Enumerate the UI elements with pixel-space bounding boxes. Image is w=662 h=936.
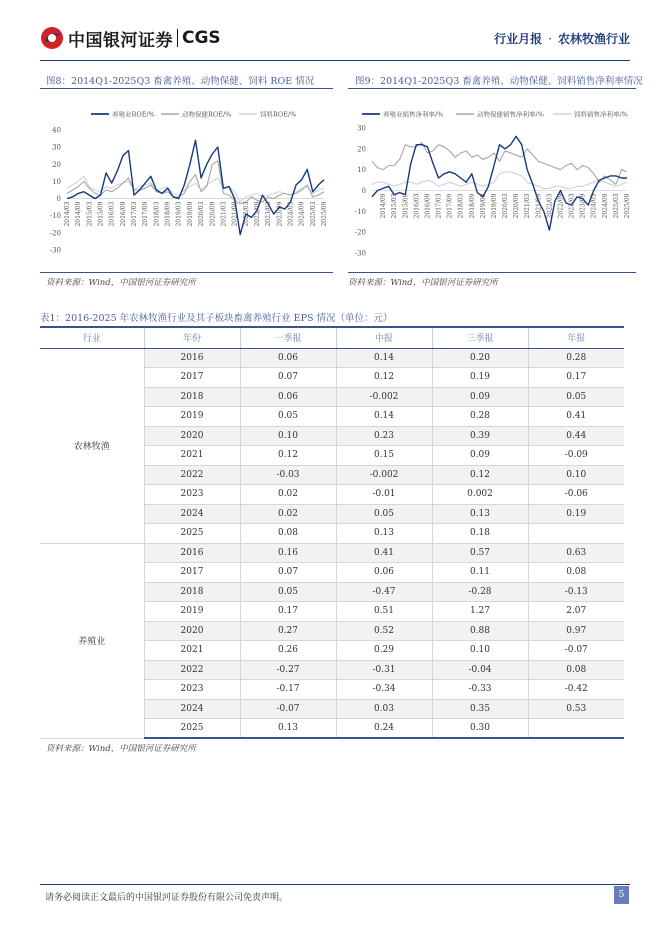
annual-eps-cell: -0.42	[528, 680, 624, 700]
interim-eps-cell: 0.51	[336, 602, 432, 622]
interim-eps-cell: 0.06	[336, 563, 432, 583]
legend-label: 饲料销售净利率/%	[574, 110, 628, 119]
q1-eps-cell: 0.13	[240, 719, 336, 739]
legend-label: 饲料ROE/%	[260, 110, 297, 119]
x-tick-label: 2021/03	[220, 201, 228, 227]
q3-eps-cell: 0.30	[432, 719, 528, 739]
figure-8-bottom-rule	[40, 272, 333, 273]
cgs-logo-icon	[40, 26, 64, 50]
q3-eps-cell: 0.09	[432, 387, 528, 407]
y-tick-label: 0	[361, 187, 366, 195]
figure-9-margin-chart	[348, 90, 636, 272]
annual-eps-cell: -0.13	[528, 582, 624, 602]
year-cell: 2021	[144, 641, 240, 661]
q3-eps-cell: 0.09	[432, 446, 528, 466]
x-tick-label: 2022/09	[253, 201, 261, 227]
x-tick-label: 2018/03	[153, 201, 161, 227]
page-number: 5	[614, 886, 629, 904]
x-tick-label: 2016/09	[119, 201, 127, 227]
year-cell: 2025	[144, 524, 240, 544]
q3-eps-cell: 0.11	[432, 563, 528, 583]
y-tick-label: -10	[49, 212, 61, 221]
annual-eps-cell: 2.07	[528, 602, 624, 622]
interim-eps-cell: 0.52	[336, 621, 432, 641]
interim-eps-cell: 0.13	[336, 524, 432, 544]
q3-eps-cell: -0.33	[432, 680, 528, 700]
annual-eps-cell: -0.06	[528, 485, 624, 505]
brand-name-en: CGS	[182, 28, 221, 48]
x-tick-label: 2015/03	[391, 193, 399, 219]
q3-eps-cell: 0.002	[432, 485, 528, 505]
x-tick-label: 2018/03	[457, 193, 465, 219]
table-1-source: 资料来源：Wind，中国银河证券研究所	[46, 744, 196, 754]
q3-eps-cell: 0.57	[432, 543, 528, 563]
industry-group-cell: 农林牧渔	[40, 348, 144, 543]
year-cell: 2024	[144, 699, 240, 719]
q3-eps-cell: 1.27	[432, 602, 528, 622]
table-row	[40, 543, 624, 563]
annual-eps-cell: 0.08	[528, 563, 624, 583]
industry-name: 农林牧渔行业	[557, 32, 630, 46]
legend-label: 动物保健ROE/%	[182, 110, 232, 119]
x-tick-label: 2017/09	[142, 201, 150, 227]
interim-eps-cell: -0.01	[336, 485, 432, 505]
year-cell: 2020	[144, 621, 240, 641]
table-header-row	[40, 327, 624, 348]
eps-table	[40, 326, 624, 739]
col-header-annual: 年报	[528, 327, 624, 348]
x-tick-label: 2024/03	[287, 201, 295, 227]
col-header-q3: 三季报	[432, 327, 528, 348]
x-tick-label: 2018/09	[468, 193, 476, 219]
figure-8-source: 资料来源：Wind，中国银河证券研究所	[46, 278, 196, 288]
interim-eps-cell: 0.03	[336, 699, 432, 719]
q3-eps-cell: 0.10	[432, 641, 528, 661]
annual-eps-cell: 0.05	[528, 387, 624, 407]
x-tick-label: 2019/03	[175, 201, 183, 227]
q3-eps-cell: -0.28	[432, 582, 528, 602]
figure-9-source: 资料来源：Wind，中国银河证券研究所	[348, 278, 498, 288]
figure-8-roe-chart	[40, 90, 333, 272]
annual-eps-cell: 0.10	[528, 465, 624, 485]
q1-eps-cell: 0.02	[240, 485, 336, 505]
series-line-3	[67, 176, 324, 202]
footer-disclaimer: 请务必阅读正文最后的中国银河证券股份有限公司免责声明。	[45, 893, 289, 903]
figure-8-top-rule	[40, 88, 333, 89]
x-tick-label: 2015/09	[97, 201, 105, 227]
x-tick-label: 2014/03	[64, 201, 71, 227]
interim-eps-cell: 0.23	[336, 426, 432, 446]
x-tick-label: 2020/03	[502, 193, 510, 219]
interim-eps-cell: -0.34	[336, 680, 432, 700]
q1-eps-cell: 0.27	[240, 621, 336, 641]
q1-eps-cell: 0.06	[240, 387, 336, 407]
x-tick-label: 2020/09	[513, 193, 521, 219]
x-tick-label: 2025/09	[624, 193, 631, 219]
annual-eps-cell: 0.41	[528, 407, 624, 427]
figure-9-title: 图9：2014Q1-2025Q3 畜禽养殖、动物保健、饲料销售净利率情况	[355, 76, 643, 87]
annual-eps-cell: 0.17	[528, 368, 624, 388]
year-cell: 2022	[144, 660, 240, 680]
year-cell: 2021	[144, 446, 240, 466]
x-tick-label: 2020/03	[198, 201, 206, 227]
q1-eps-cell: 0.07	[240, 368, 336, 388]
year-cell: 2022	[144, 465, 240, 485]
q1-eps-cell: 0.10	[240, 426, 336, 446]
annual-eps-cell: 0.53	[528, 699, 624, 719]
q1-eps-cell: 0.08	[240, 524, 336, 544]
x-tick-label: 2021/03	[524, 193, 532, 219]
q1-eps-cell: 0.26	[240, 641, 336, 661]
x-tick-label: 2025/03	[309, 201, 317, 227]
y-tick-label: -20	[49, 229, 61, 238]
x-tick-label: 2024/09	[601, 193, 609, 219]
industry-group-cell: 养殖业	[40, 543, 144, 738]
year-cell: 2024	[144, 504, 240, 524]
q1-eps-cell: 0.17	[240, 602, 336, 622]
q3-eps-cell: 0.35	[432, 699, 528, 719]
x-tick-label: 2018/09	[164, 201, 172, 227]
col-header-q1: 一季报	[240, 327, 336, 348]
x-tick-label: 2014/09	[75, 201, 83, 227]
interim-eps-cell: 0.29	[336, 641, 432, 661]
year-cell: 2017	[144, 368, 240, 388]
annual-eps-cell: 0.28	[528, 348, 624, 368]
q3-eps-cell: -0.04	[432, 660, 528, 680]
y-tick-label: 40	[52, 126, 61, 135]
y-tick-label: -10	[354, 207, 366, 216]
y-tick-label: -30	[49, 246, 61, 255]
x-tick-label: 2022/03	[242, 201, 250, 227]
x-tick-label: 2023/09	[579, 193, 587, 219]
interim-eps-cell: 0.24	[336, 719, 432, 739]
annual-eps-cell	[528, 719, 624, 739]
x-tick-label: 2019/03	[479, 193, 487, 219]
header-separator: ·	[548, 32, 552, 46]
x-tick-label: 2021/09	[231, 201, 239, 227]
series-line-2	[67, 161, 324, 204]
x-tick-label: 2025/03	[612, 193, 620, 219]
interim-eps-cell: -0.002	[336, 387, 432, 407]
y-tick-label: 20	[52, 160, 61, 169]
q1-eps-cell: -0.17	[240, 680, 336, 700]
legend-label: 动物保健销售净利率/%	[477, 110, 544, 119]
annual-eps-cell: 0.63	[528, 543, 624, 563]
x-tick-label: 2017/03	[131, 201, 139, 227]
footer-rule	[40, 884, 630, 885]
table-row	[40, 348, 624, 368]
interim-eps-cell: 0.14	[336, 407, 432, 427]
x-tick-label: 2016/09	[424, 193, 432, 219]
x-tick-label: 2023/09	[276, 201, 284, 227]
legend-label: 养殖业销售净利率/%	[383, 110, 444, 119]
annual-eps-cell: -0.09	[528, 446, 624, 466]
year-cell: 2018	[144, 387, 240, 407]
y-tick-label: 0	[56, 195, 61, 204]
x-tick-label: 2023/03	[568, 193, 576, 219]
q1-eps-cell: 0.02	[240, 504, 336, 524]
table-1-title: 表1：2016-2025 年农林牧渔行业及其子板块畜禽养殖行业 EPS 情况（单位：元）	[40, 313, 393, 324]
brand-name-cn: 中国银河证券	[68, 30, 173, 51]
year-cell: 2017	[144, 563, 240, 583]
year-cell: 2018	[144, 582, 240, 602]
q1-eps-cell: 0.05	[240, 407, 336, 427]
x-tick-label: 2022/09	[557, 193, 565, 219]
report-header	[494, 30, 630, 47]
x-tick-label: 2022/03	[546, 193, 554, 219]
q1-eps-cell: 0.07	[240, 563, 336, 583]
q3-eps-cell: 0.18	[432, 524, 528, 544]
interim-eps-cell: 0.41	[336, 543, 432, 563]
q1-eps-cell: 0.12	[240, 446, 336, 466]
x-tick-label: 2024/03	[590, 193, 598, 219]
year-cell: 2023	[144, 485, 240, 505]
year-cell: 2023	[144, 680, 240, 700]
brand-divider	[177, 29, 178, 47]
annual-eps-cell: 0.97	[528, 621, 624, 641]
y-tick-label: 30	[357, 124, 366, 133]
q1-eps-cell: -0.03	[240, 465, 336, 485]
q3-eps-cell: 0.20	[432, 348, 528, 368]
x-tick-label: 2017/03	[435, 193, 443, 219]
x-tick-label: 2016/03	[413, 193, 421, 219]
col-header-industry: 行业	[40, 327, 144, 348]
q1-eps-cell: -0.27	[240, 660, 336, 680]
interim-eps-cell: 0.15	[336, 446, 432, 466]
q1-eps-cell: -0.07	[240, 699, 336, 719]
q1-eps-cell: 0.16	[240, 543, 336, 563]
year-cell: 2025	[144, 719, 240, 739]
x-tick-label: 2015/09	[402, 193, 410, 219]
q3-eps-cell: 0.88	[432, 621, 528, 641]
legend-label: 养殖业ROE/%	[112, 110, 155, 119]
brand-logo	[40, 24, 221, 52]
x-tick-label: 2019/09	[186, 201, 194, 227]
series-line-3	[372, 172, 627, 189]
year-cell: 2016	[144, 348, 240, 368]
q3-eps-cell: 0.12	[432, 465, 528, 485]
y-tick-label: -30	[354, 249, 366, 258]
y-tick-label: 30	[52, 143, 61, 152]
x-tick-label: 2017/09	[446, 193, 454, 219]
interim-eps-cell: 0.05	[336, 504, 432, 524]
annual-eps-cell: 0.44	[528, 426, 624, 446]
annual-eps-cell	[528, 524, 624, 544]
year-cell: 2019	[144, 407, 240, 427]
report-type: 行业月报	[494, 32, 543, 46]
q3-eps-cell: 0.28	[432, 407, 528, 427]
interim-eps-cell: -0.002	[336, 465, 432, 485]
series-line-1	[372, 136, 627, 230]
col-header-interim: 中报	[336, 327, 432, 348]
q3-eps-cell: 0.19	[432, 368, 528, 388]
interim-eps-cell: 0.14	[336, 348, 432, 368]
y-tick-label: 20	[357, 145, 366, 154]
figure-9-top-rule	[348, 88, 636, 89]
q3-eps-cell: 0.13	[432, 504, 528, 524]
interim-eps-cell: -0.47	[336, 582, 432, 602]
q1-eps-cell: 0.06	[240, 348, 336, 368]
x-tick-label: 2016/03	[108, 201, 116, 227]
x-tick-label: 2021/09	[535, 193, 543, 219]
annual-eps-cell: -0.07	[528, 641, 624, 661]
col-header-year: 年份	[144, 327, 240, 348]
x-tick-label: 2020/09	[209, 201, 217, 227]
y-tick-label: -20	[354, 228, 366, 237]
interim-eps-cell: -0.31	[336, 660, 432, 680]
year-cell: 2016	[144, 543, 240, 563]
y-tick-label: 10	[52, 177, 61, 186]
x-tick-label: 2015/03	[86, 201, 94, 227]
header-rule	[40, 60, 630, 61]
year-cell: 2019	[144, 602, 240, 622]
annual-eps-cell: 0.08	[528, 660, 624, 680]
interim-eps-cell: 0.12	[336, 368, 432, 388]
figure-9-bottom-rule	[348, 272, 636, 273]
x-tick-label: 2024/09	[298, 201, 306, 227]
x-tick-label: 2023/03	[265, 201, 273, 227]
y-tick-label: 10	[357, 166, 366, 175]
q1-eps-cell: 0.05	[240, 582, 336, 602]
annual-eps-cell: 0.19	[528, 504, 624, 524]
x-tick-label: 2019/09	[490, 193, 498, 219]
x-tick-label: 2025/09	[321, 201, 328, 227]
year-cell: 2020	[144, 426, 240, 446]
figure-8-title: 图8：2014Q1-2025Q3 畜禽养殖、动物保健、饲料 ROE 情况	[46, 76, 315, 87]
x-tick-label: 2014/09	[380, 193, 388, 219]
q3-eps-cell: 0.39	[432, 426, 528, 446]
